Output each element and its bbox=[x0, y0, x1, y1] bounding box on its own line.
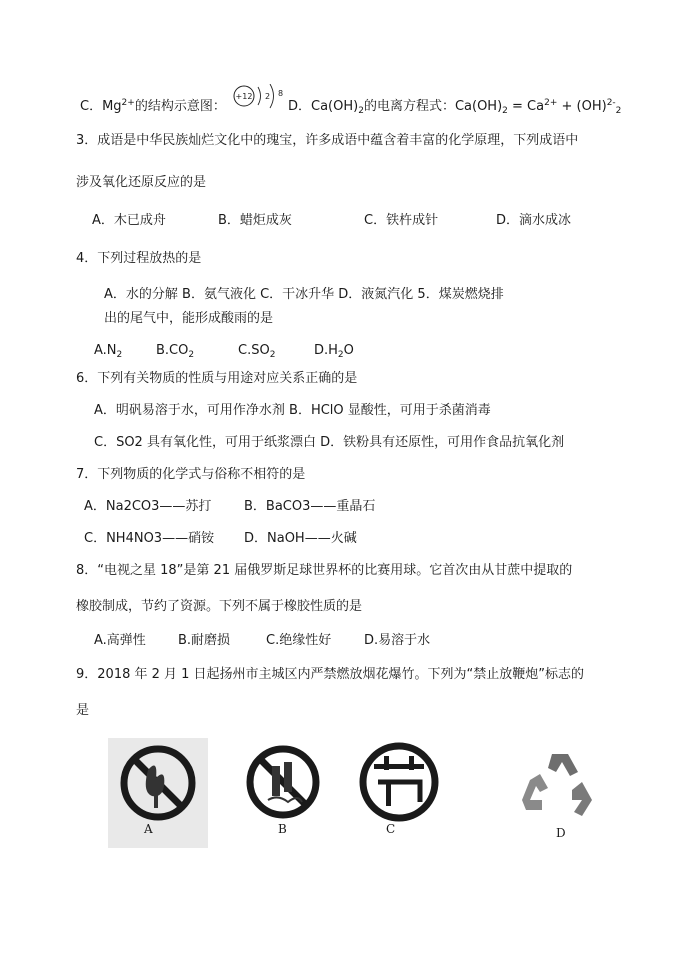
recycle-sign-icon bbox=[516, 746, 600, 830]
svg-text:8: 8 bbox=[278, 89, 284, 98]
option-c-mg: C．$Mg^{2+}$的结构示意图： bbox=[80, 98, 226, 114]
svg-text:2: 2 bbox=[265, 92, 271, 101]
q7-option-b: B．BaCO3——重晶石 bbox=[244, 499, 376, 514]
question-8-stem: 8．“电视之星 18”是第 21 届俄罗斯足球世界杯的比赛用球。它首次由从甘蔗中提取的 bbox=[76, 563, 573, 578]
sign-label-a: A bbox=[144, 822, 153, 836]
q5-option-b: $B.CO_2$ bbox=[156, 343, 195, 360]
q5-option-d: $D.H_2O$ bbox=[314, 343, 354, 360]
q5-option-c: $C.SO_2$ bbox=[238, 343, 276, 360]
question-8-stem-cont: 橡胶制成，节约了资源。下列不属于橡胶性质的是 bbox=[76, 599, 363, 614]
q7-option-c: C．NH4NO3——硝铵 bbox=[84, 531, 215, 546]
q7-option-a: A．Na2CO3——苏打 bbox=[84, 499, 212, 514]
q3-option-c: C．铁杵成针 bbox=[364, 213, 439, 228]
q8-option-a: A.高弹性 bbox=[94, 633, 146, 648]
q8-option-b: B.耐磨损 bbox=[178, 633, 231, 648]
question-6-stem: 6．下列有关物质的性质与用途对应关系正确的是 bbox=[76, 371, 358, 386]
sign-label-b: B bbox=[278, 822, 287, 836]
q6-options-cd: C．SO2 具有氧化性，可用于纸浆漂白 D．铁粉具有还原性，可用作食品抗氧化剂 bbox=[94, 435, 565, 450]
water-saving-sign-icon bbox=[352, 738, 446, 838]
question-9-stem: 9．2018 年 2 月 1 日起扬州市主城区内严禁燃放烟花爆竹。下列为“禁止放鞭炮”标志的 bbox=[76, 667, 585, 682]
q5-option-a: $A.N_2$ bbox=[94, 343, 123, 360]
question-5-stem: 出的尾气中，能形成酸雨的是 bbox=[104, 311, 274, 326]
sign-label-d: D bbox=[556, 826, 566, 840]
sign-label-c: C bbox=[386, 822, 396, 836]
q6-options-ab: A．明矾易溶于水，可用作净水剂 B．HClO 显酸性，可用于杀菌消毒 bbox=[94, 403, 491, 418]
q3-option-d: D．滴水成冰 bbox=[496, 213, 572, 228]
question-4-options: A．水的分解 B．氨气液化 C．干冰升华 D．液氮汽化 5．煤炭燃烧排 bbox=[104, 287, 504, 302]
option-d-caoh2: D．$Ca(OH)_2$的电离方程式：$Ca(OH)_2 = Ca^{2+} + (OH)^{2-}_2$ bbox=[288, 98, 622, 116]
q3-option-a: A．木已成舟 bbox=[92, 213, 166, 228]
mg-ion-structure-diagram bbox=[232, 84, 292, 120]
question-3-stem-cont: 涉及氧化还原反应的是 bbox=[76, 175, 207, 190]
no-fire-sign-icon bbox=[108, 738, 208, 848]
svg-text:+12: +12 bbox=[235, 92, 253, 101]
question-9-stem-cont: 是 bbox=[76, 703, 90, 718]
question-4-stem: 4．下列过程放热的是 bbox=[76, 251, 202, 266]
q8-option-c: C.绝缘性好 bbox=[266, 633, 332, 648]
question-3-stem: 3．成语是中华民族灿烂文化中的瑰宝，许多成语中蕴含着丰富的化学原理，下列成语中 bbox=[76, 133, 579, 148]
question-7-stem: 7．下列物质的化学式与俗称不相符的是 bbox=[76, 467, 306, 482]
q8-option-d: D.易溶于水 bbox=[364, 633, 431, 648]
q3-option-b: B．蜡炬成灰 bbox=[218, 213, 292, 228]
q7-option-d: D．NaOH——火碱 bbox=[244, 531, 357, 546]
